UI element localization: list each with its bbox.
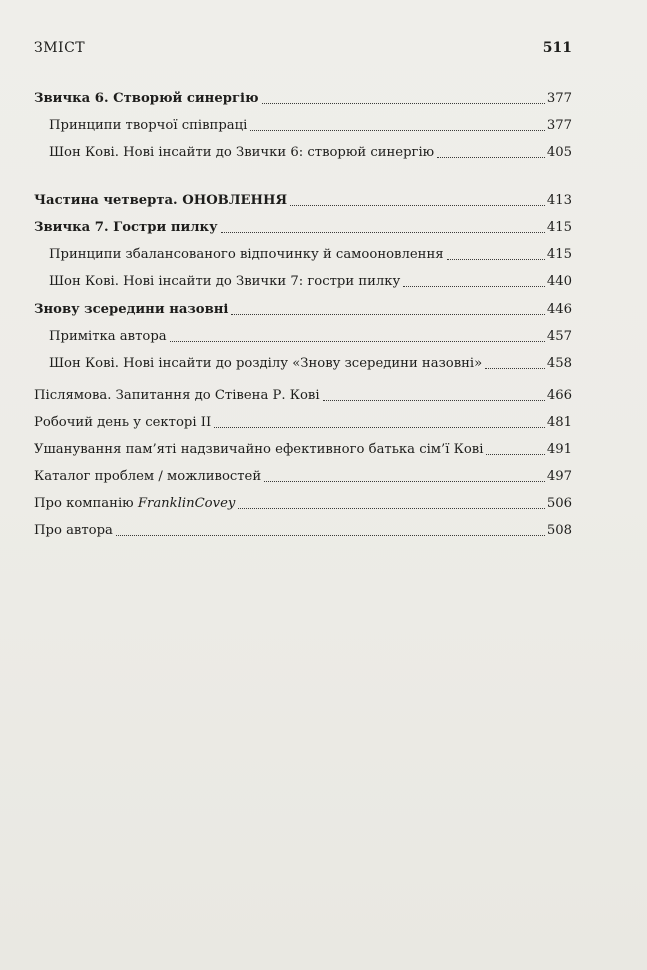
toc-entry-page: 497 (546, 469, 572, 484)
toc-entry-habit-7 (34, 215, 572, 237)
toc-entry-page: 457 (546, 329, 572, 344)
toc-entry-sean-covey-habit-7 (34, 269, 572, 291)
toc-entry-label: Шон Кові. Нові інсайти до Звички 6: створюй синергію (49, 145, 435, 160)
running-title: ЗМІСТ (34, 40, 86, 56)
toc-entry-page: 466 (546, 388, 572, 403)
dot-leader (290, 205, 545, 206)
toc-entry-page: 491 (546, 442, 572, 457)
toc-entry-author-note (34, 324, 572, 346)
toc-entry-label: Каталог проблем / можливостей (34, 469, 262, 484)
dot-leader (403, 286, 545, 287)
toc-entry-page: 415 (546, 220, 572, 235)
company-name: FranklinCovey (137, 496, 236, 511)
dot-leader (116, 535, 545, 536)
toc-entry-tribute (34, 437, 572, 459)
toc-entry-creative-cooperation (34, 113, 572, 135)
toc-entry-page: 481 (546, 415, 572, 430)
running-head (34, 40, 572, 60)
dot-leader (262, 103, 545, 104)
toc-entry-quadrant-two-day (34, 410, 572, 432)
toc-entry-inside-out-again (34, 297, 572, 319)
toc-entry-sean-covey-habit-6 (34, 140, 572, 162)
toc-entry-page: 506 (546, 496, 572, 511)
dot-leader (486, 454, 544, 455)
dot-leader (231, 314, 544, 315)
toc-entry-sean-covey-inside-out (34, 351, 572, 373)
toc-entry-about-author (34, 518, 572, 540)
dot-leader (323, 400, 545, 401)
toc-entry-page: 413 (546, 193, 572, 208)
dot-leader (214, 427, 545, 428)
toc-entry-label: Частина четверта. ОНОВЛЕННЯ (34, 193, 288, 208)
dot-leader (238, 508, 545, 509)
toc-entry-about-company (34, 491, 572, 513)
toc-entry-page: 446 (546, 302, 572, 317)
toc-entry-page: 377 (546, 118, 572, 133)
toc-entry-label: Ушанування пам’яті надзвичайно ефективного батька сім’ї Кові (34, 442, 484, 457)
toc-entry-label: Шон Кові. Нові інсайти до розділу «Знову зсередини назовні» (49, 356, 483, 371)
toc-entry-problem-catalog (34, 464, 572, 486)
toc-entry-habit-6 (34, 86, 572, 108)
toc-entry-page: 405 (546, 145, 572, 160)
toc-entry-balanced-renewal (34, 242, 572, 264)
dot-leader (250, 130, 544, 131)
dot-leader (264, 481, 545, 482)
toc-entry-label: Принципи творчої співпраці (49, 118, 248, 133)
dot-leader (221, 232, 545, 233)
toc-entry-label: Звичка 7. Гостри пилку (34, 220, 218, 235)
toc-entry-label: Звичка 6. Створюй синергію (34, 91, 259, 106)
dot-leader (485, 368, 545, 369)
toc-entry-label: Робочий день у секторі II (34, 415, 212, 430)
toc-entry-afterword (34, 383, 572, 405)
dot-leader (170, 341, 545, 342)
page-number: 511 (542, 40, 572, 56)
toc-entry-label (34, 495, 235, 513)
toc-entry-page: 377 (546, 91, 572, 106)
toc-entry-part-four (34, 188, 572, 210)
toc-entry-label-text: Про компанію (34, 496, 138, 511)
toc-entry-label: Примітка автора (49, 329, 167, 344)
dot-leader (437, 157, 545, 158)
toc-entry-page: 508 (546, 523, 572, 538)
toc-entry-page: 440 (546, 274, 572, 289)
toc-entry-label: Знову зсередини назовні (34, 302, 229, 317)
toc-entry-label: Принципи збалансованого відпочинку й самооновлення (49, 247, 444, 262)
toc-entry-label: Шон Кові. Нові інсайти до Звички 7: гостри пилку (49, 274, 401, 289)
dot-leader (447, 259, 545, 260)
toc-entry-label: Післямова. Запитання до Стівена Р. Кові (34, 388, 320, 403)
toc-entry-label: Про автора (34, 523, 113, 538)
toc-entry-page: 415 (546, 247, 572, 262)
toc-entry-page: 458 (546, 356, 572, 371)
